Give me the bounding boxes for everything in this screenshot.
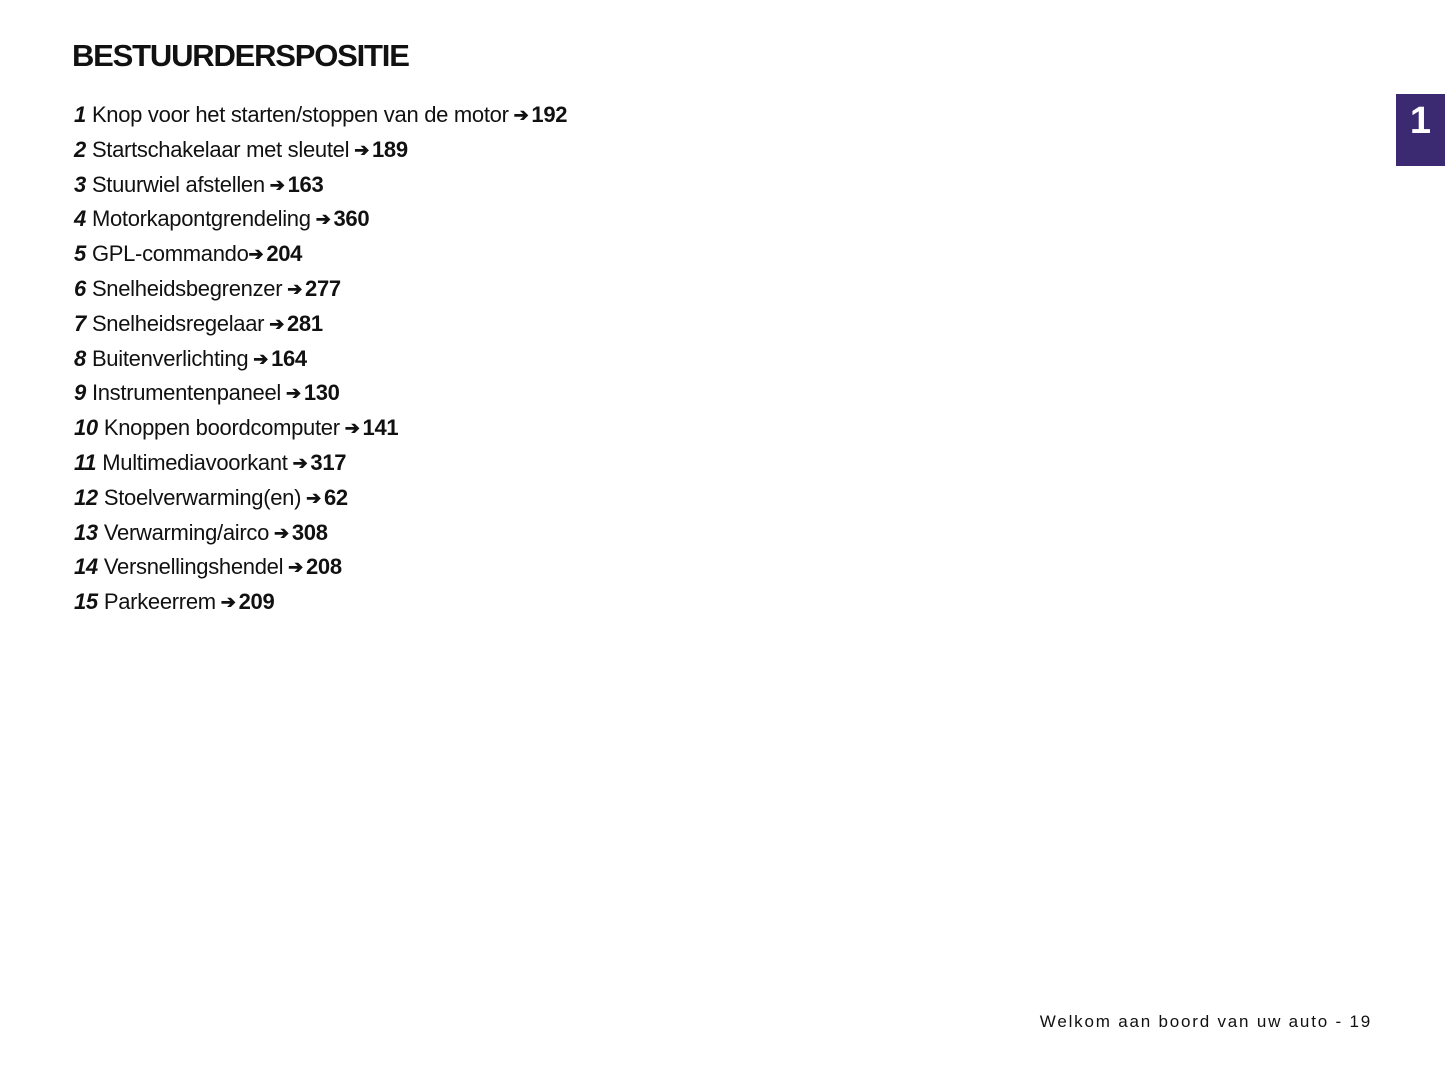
item-number: 1 [74, 102, 86, 127]
list-item [74, 585, 567, 620]
item-number: 14 [74, 554, 98, 580]
page-reference-link[interactable]: 62 [323, 484, 348, 510]
arrow-right-icon: ➔ [306, 487, 321, 508]
list-item [74, 446, 567, 481]
page-reference-link[interactable]: 163 [287, 171, 324, 197]
page-title: BESTUURDERSPOSITIE [72, 38, 409, 73]
item-number: 8 [74, 345, 86, 371]
item-number: 7 [74, 310, 86, 336]
item-label: Startschakelaar met sleutel [91, 136, 350, 162]
item-number: 2 [74, 136, 86, 162]
arrow-right-icon: ➔ [513, 105, 529, 125]
item-label: Instrumentenpaneel [91, 380, 282, 406]
page-reference-link[interactable]: 141 [362, 415, 399, 441]
item-number: 13 [74, 519, 98, 545]
page-reference-link[interactable]: 204 [266, 241, 303, 267]
arrow-right-icon: ➔ [269, 174, 285, 195]
item-label: Snelheidsregelaar [91, 310, 265, 336]
page-reference-link[interactable]: 189 [371, 136, 408, 162]
list-item [74, 272, 567, 307]
list-item [74, 98, 567, 133]
list-item [74, 168, 567, 203]
list-item [74, 202, 567, 237]
item-number: 9 [74, 380, 86, 406]
item-number: 12 [74, 484, 98, 510]
page-reference-link[interactable]: 277 [305, 275, 341, 301]
item-label: Versnellingshendel [103, 554, 284, 580]
item-label: Verwarming/airco [103, 519, 270, 545]
item-number: 4 [74, 206, 86, 232]
list-item [74, 307, 567, 342]
list-item [74, 550, 567, 585]
arrow-right-icon: ➔ [292, 452, 308, 473]
arrow-right-icon: ➔ [286, 383, 301, 404]
item-label: Stoelverwarming(en) [103, 484, 302, 510]
list-item [74, 237, 567, 272]
page-reference-link[interactable]: 164 [271, 345, 307, 371]
item-number: 5 [74, 241, 86, 267]
item-number: 15 [74, 589, 98, 615]
item-number: 3 [74, 171, 86, 197]
list-item [74, 516, 567, 551]
item-label: Knop voor het starten/stoppen van de motor [91, 102, 509, 127]
item-label: Knoppen boordcomputer [103, 415, 340, 441]
arrow-right-icon: ➔ [253, 348, 269, 369]
page-reference-link[interactable]: 208 [305, 554, 342, 580]
item-label: Snelheidsbegrenzer [91, 275, 283, 301]
page-reference-link[interactable]: 308 [291, 519, 328, 545]
item-number: 10 [74, 415, 98, 441]
list-item [74, 411, 567, 446]
item-number: 6 [74, 275, 86, 301]
arrow-right-icon: ➔ [269, 313, 284, 334]
item-label: Buitenverlichting [91, 345, 249, 371]
item-label: Multimediavoorkant [102, 449, 288, 475]
chapter-tab: 1 [1396, 94, 1445, 166]
page-reference-link[interactable]: 360 [333, 206, 370, 232]
page-reference-link[interactable]: 281 [286, 310, 323, 336]
page-reference-link[interactable]: 192 [531, 102, 568, 127]
item-number: 11 [74, 449, 97, 475]
arrow-right-icon: ➔ [344, 418, 360, 439]
list-item [74, 376, 567, 411]
item-label: Motorkapontgrendeling [91, 206, 311, 232]
item-label: Parkeerrem [103, 589, 216, 615]
arrow-right-icon: ➔ [274, 522, 289, 543]
list-item [74, 342, 567, 377]
arrow-right-icon: ➔ [248, 244, 264, 265]
list-item [74, 133, 567, 168]
page-reference-link[interactable]: 130 [303, 380, 340, 406]
arrow-right-icon: ➔ [220, 592, 236, 613]
list-item [74, 481, 567, 516]
arrow-right-icon: ➔ [287, 278, 303, 299]
arrow-right-icon: ➔ [288, 557, 303, 578]
page-reference-link[interactable]: 317 [310, 449, 347, 475]
page-footer: Welkom aan boord van uw auto - 19 [1039, 1012, 1372, 1031]
controls-list [74, 98, 567, 620]
arrow-right-icon: ➔ [354, 139, 369, 160]
arrow-right-icon: ➔ [315, 209, 331, 230]
item-label: GPL-commando [91, 241, 249, 267]
page-reference-link[interactable]: 209 [238, 589, 275, 615]
item-label: Stuurwiel afstellen [91, 171, 265, 197]
